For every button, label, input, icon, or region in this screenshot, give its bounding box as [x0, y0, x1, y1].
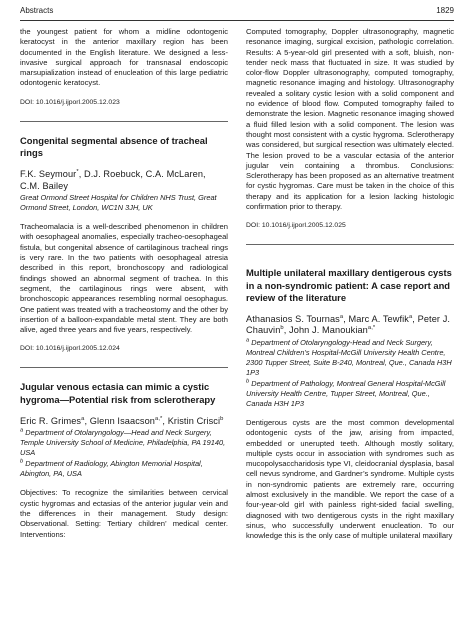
- abstract-text: Objectives: To recognize the similarities between cervical cystic hygromas and ectasias of the anterior jugular vein and the differences in their management. Study design: Observational. Setting: Tertiary children’ medical center. Interventions:: [20, 488, 228, 539]
- abstract-text: Tracheomalacia is a well-described phenomenon in children with oesophageal anomalies, especially tracheo-oesophageal fistula, but congenital absence of cartilaginous tracheal rings is very rare. In the two patients with oesophageal atresia described in this report, bronchoscopy and radiological findings showed an abnormal segment of trachea. In this segment, the cartilaginous rings were absent, with bronchoscopic appearances resembling normal oesophagus. One patient was treated with a tracheostomy and the other by insertion of a balloon-expandable metal stent. They are both alive, aged three years and five years, respectively.: [20, 222, 228, 335]
- author-name: , John J. Manoukian: [283, 325, 368, 336]
- corresponding-author-mark: *: [76, 169, 79, 176]
- author-list: [246, 314, 454, 337]
- author-names: , D.J. Roebuck, C.A. McLaren, C.M. Bailey: [20, 169, 206, 191]
- author-name: , Kristin Crisci: [162, 415, 221, 426]
- affiliation-mark: b: [246, 378, 250, 385]
- affiliation-mark: b: [20, 458, 24, 465]
- affiliation-mark: a: [408, 313, 413, 320]
- abstract-title: Congenital segmental absence of tracheal rings: [20, 134, 208, 158]
- doi-link[interactable]: DOI: 10.1016/j.ijporl.2005.12.025: [246, 222, 346, 230]
- doi-link[interactable]: DOI: 10.1016/j.ijporl.2005.12.023: [20, 98, 120, 106]
- author-name: , Glenn Isaacson: [84, 415, 155, 426]
- right-column: [246, 27, 454, 542]
- running-header: [20, 4, 454, 18]
- affiliation-mark: a: [20, 427, 24, 434]
- abstract-separator: [20, 121, 228, 122]
- affiliation-text: Department of Otolaryngology—Head and Neck Surgery, Temple University School of Medicine, Philadelphia, PA 19140, USA: [20, 428, 226, 458]
- affiliation-text: Department of Otolaryngology-Head and Neck Surgery, Montreal Children’s Hospital-McGill University Health Centre, 2300 Tupper Street, Suite B-240, Montreal, Que., Canada H3H 1P3: [246, 337, 452, 377]
- affiliation-mark: a: [81, 415, 85, 422]
- page-number: 1829: [436, 6, 454, 15]
- author-name: , Peter J. Chauvin: [246, 313, 451, 336]
- author-name: , Marc A. Tewfik: [343, 313, 409, 324]
- author-name: Athanasios S. Tournas: [246, 313, 340, 324]
- affiliation-text: Department of Pathology, Montreal General Hospital-McGill University Health Centre, Tupper Street, Montreal, Que., Canada H3H 1P3: [246, 378, 446, 408]
- author-name: F.K. Seymour: [20, 169, 77, 180]
- affiliation-mark: b: [220, 415, 224, 422]
- author-list: [20, 169, 228, 192]
- author-name: Eric R. Grimes: [20, 415, 82, 426]
- abstract-title: Multiple unilateral maxillary dentigerous cysts in a non-syndromic patient: A case report and review of the literature: [246, 267, 452, 303]
- abstract-separator: [20, 367, 228, 368]
- author-affiliation-a: [246, 338, 454, 378]
- abstract-continuation-text: the youngest patient for whom a midline odontogenic keratocyst in the anterior maxillary region has been documented in the English literature. We designed a less-invasive surgical approach for transnasal endoscopic marsupialization instead of enucleation of this large pediatric odontogenic keratocyst.: [20, 27, 228, 88]
- journal-section-title: Abstracts: [20, 6, 54, 15]
- abstract-separator: [246, 244, 454, 245]
- author-affiliation-a: [20, 428, 228, 458]
- left-column: [20, 27, 228, 540]
- abstract-title: Jugular venous ectasia can mimic a cystic hygroma—Potential risk from sclerotherapy: [20, 381, 216, 405]
- abstract-continuation-text: Computed tomography, Doppler ultrasonography, magnetic resonance imaging, surgical excision, pathologic correlation. Results: A 5-year-old girl presented with a soft, bluish, non-tender neck mass that fluctuated in size. It was studied by color-flow Doppler ultrasonography, computed tomography, magnetic resonance imaging and histology. Ultrasonography revealed a solitary cystic lesion with a solid component and no evidence of blood flow. Computed tomography failed to demonstrate the lesion. Magnetic resonance imaging showed a fluid filled lesion with a solid component. The lesion was thought most consistent with a cystic hygroma. Sclerotherapy was considered, but surgical resection was ultimately elected. The lesion proved to be a vascular ectasia of the anterior jugular vein containing a thrombus. Conclusions: Sclerotherapy has been proposed as an alternative treatment for cystic hygromas. Care must be taken in the choice of this therapy and its application for a lesion lacking histologic confirmation prior to therapy.: [246, 27, 454, 212]
- author-affiliation-b: [20, 459, 228, 479]
- affiliation-mark: a,*: [155, 415, 163, 422]
- abstract-text: Dentigerous cysts are the most common developmental odontogenic cysts of the jaw, arising from impacted, embedded or unerupted teeth. Although mostly solitary, multiple cysts occur in association with syndromes such as mucopolysaccharidosis type VI, cleidocranial dysplasia, basal cell nevus syndrome, and Gardner’s syndrome. Multiple cysts in non-syndromic patients are extremely rare, occurring almost exclusively in the mandible. We report the case of a four-year-old girl with painless right-sided facial swelling, diagnosed with two dentigerous cysts in the right maxillary sinus, who successfully underwent enucleation. To our knowledge this is the only case of multiple unilateral maxillary: [246, 417, 454, 541]
- affiliation-mark: b: [280, 325, 284, 332]
- affiliation-text: Department of Radiology, Abington Memorial Hospital, Abington, PA, USA: [20, 459, 203, 479]
- header-rule: [20, 20, 454, 21]
- author-affiliation-b: [246, 379, 454, 409]
- author-list: [20, 416, 228, 428]
- affiliation-mark: a,*: [367, 325, 376, 332]
- affiliation-mark: a: [246, 337, 250, 344]
- affiliation-mark: a: [339, 313, 344, 320]
- author-affiliation: Great Ormond Street Hospital for Children NHS Trust, Great Ormond Street, London, WC1N 3JH, UK: [20, 193, 217, 213]
- doi-link[interactable]: DOI: 10.1016/j.ijporl.2005.12.024: [20, 345, 120, 353]
